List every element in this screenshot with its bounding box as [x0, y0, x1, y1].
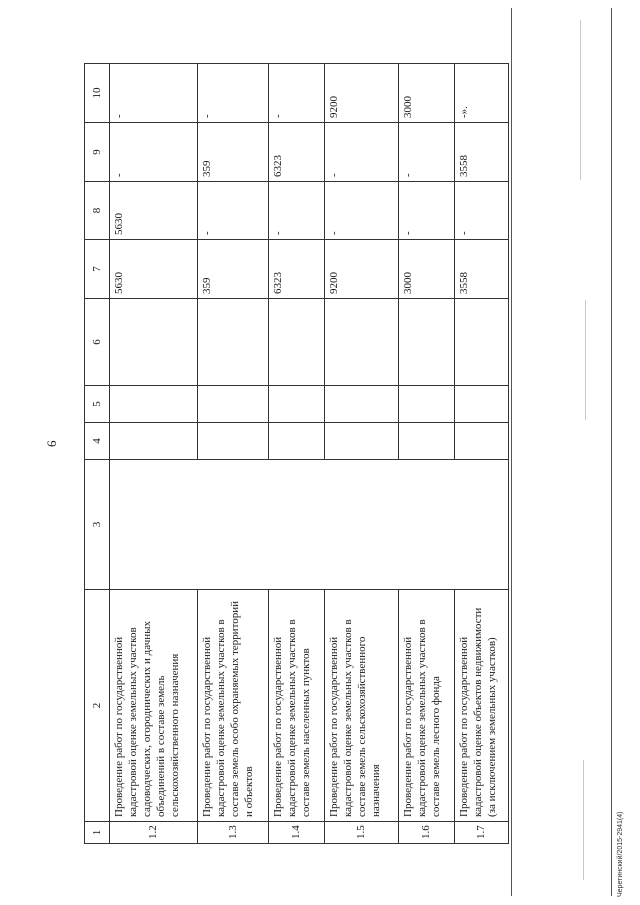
empty-cell	[455, 386, 509, 423]
value-col9: 359	[198, 123, 269, 182]
row-name: Проведение работ по государственной кадастровой оценке земельных участков в составе земель особо охраняемых территорий и объектов	[198, 590, 269, 822]
row-number: 1.7	[455, 822, 509, 844]
header-cell: 8	[85, 182, 110, 240]
header-cell: 4	[85, 423, 110, 460]
footer-document-code: Черетинский/2015-2941(4)	[617, 811, 624, 897]
value-col10: -	[110, 64, 198, 123]
margin-rule	[611, 8, 612, 896]
empty-cell	[110, 423, 198, 460]
empty-cell	[269, 299, 325, 386]
row-number: 1.5	[325, 822, 399, 844]
table-row	[325, 64, 399, 844]
value-col10: -	[198, 64, 269, 123]
value-col9: -	[399, 123, 455, 182]
value-col8: 5630	[110, 182, 198, 240]
header-cell: 6	[85, 299, 110, 386]
value-col7: 3000	[399, 240, 455, 299]
row-name: Проведение работ по государственной кадастровой оценке земельных участков садоводческих, огороднических и дачных объединений в составе земель сельскохозяйственного назначения	[110, 590, 198, 822]
row-number: 1.6	[399, 822, 455, 844]
rotated-table-wrapper	[84, 64, 507, 844]
value-col8: -	[399, 182, 455, 240]
scan-artifact-line	[583, 760, 584, 880]
empty-cell	[110, 386, 198, 423]
empty-cell	[198, 386, 269, 423]
row-name: Проведение работ по государственной кадастровой оценке земельных участков в составе земель сельскохозяйственного назначения	[325, 590, 399, 822]
empty-cell	[198, 423, 269, 460]
header-cell: 7	[85, 240, 110, 299]
empty-cell	[269, 386, 325, 423]
table-row	[269, 64, 325, 844]
header-cell: 1	[85, 822, 110, 844]
value-col10: -	[269, 64, 325, 123]
empty-cell	[325, 299, 399, 386]
merged-cell-col3	[110, 460, 509, 590]
empty-cell	[399, 423, 455, 460]
value-col9: 3558	[455, 123, 509, 182]
value-col7: 5630	[110, 240, 198, 299]
table-row	[110, 64, 198, 844]
empty-cell	[269, 423, 325, 460]
empty-cell	[198, 299, 269, 386]
row-name: Проведение работ по государственной кадастровой оценке объектов недвижимости (за исключением земельных участков)	[455, 590, 509, 822]
empty-cell	[399, 299, 455, 386]
row-number: 1.3	[198, 822, 269, 844]
empty-cell	[110, 299, 198, 386]
table-row	[399, 64, 455, 844]
margin-rule	[511, 8, 512, 896]
header-cell: 10	[85, 64, 110, 123]
value-col8: -	[455, 182, 509, 240]
scan-artifact-line	[585, 300, 586, 420]
page-number: 6	[44, 440, 59, 447]
value-col8: -	[325, 182, 399, 240]
header-cell: 3	[85, 460, 110, 590]
value-col10: 9200	[325, 64, 399, 123]
empty-cell	[455, 423, 509, 460]
header-cell: 5	[85, 386, 110, 423]
value-col9: -	[110, 123, 198, 182]
value-col8: -	[269, 182, 325, 240]
budget-table	[84, 63, 509, 844]
value-col7: 9200	[325, 240, 399, 299]
value-col10: 3000	[399, 64, 455, 123]
row-number: 1.2	[110, 822, 198, 844]
value-col7: 3558	[455, 240, 509, 299]
empty-cell	[325, 386, 399, 423]
value-col9: -	[325, 123, 399, 182]
empty-cell	[399, 386, 455, 423]
header-cell: 9	[85, 123, 110, 182]
value-col10: -».	[455, 64, 509, 123]
row-name: Проведение работ по государственной кадастровой оценке земельных участков в составе земель лесного фонда	[399, 590, 455, 822]
row-name: Проведение работ по государственной кадастровой оценке земельных участков в составе земель населенных пунктов	[269, 590, 325, 822]
table-row	[455, 64, 509, 844]
table-row	[198, 64, 269, 844]
empty-cell	[325, 423, 399, 460]
value-col7: 359	[198, 240, 269, 299]
scan-artifact-line	[580, 20, 581, 180]
row-number: 1.4	[269, 822, 325, 844]
value-col7: 6323	[269, 240, 325, 299]
value-col9: 6323	[269, 123, 325, 182]
table-header-row	[85, 64, 110, 844]
header-cell: 2	[85, 590, 110, 822]
empty-cell	[455, 299, 509, 386]
value-col8: -	[198, 182, 269, 240]
